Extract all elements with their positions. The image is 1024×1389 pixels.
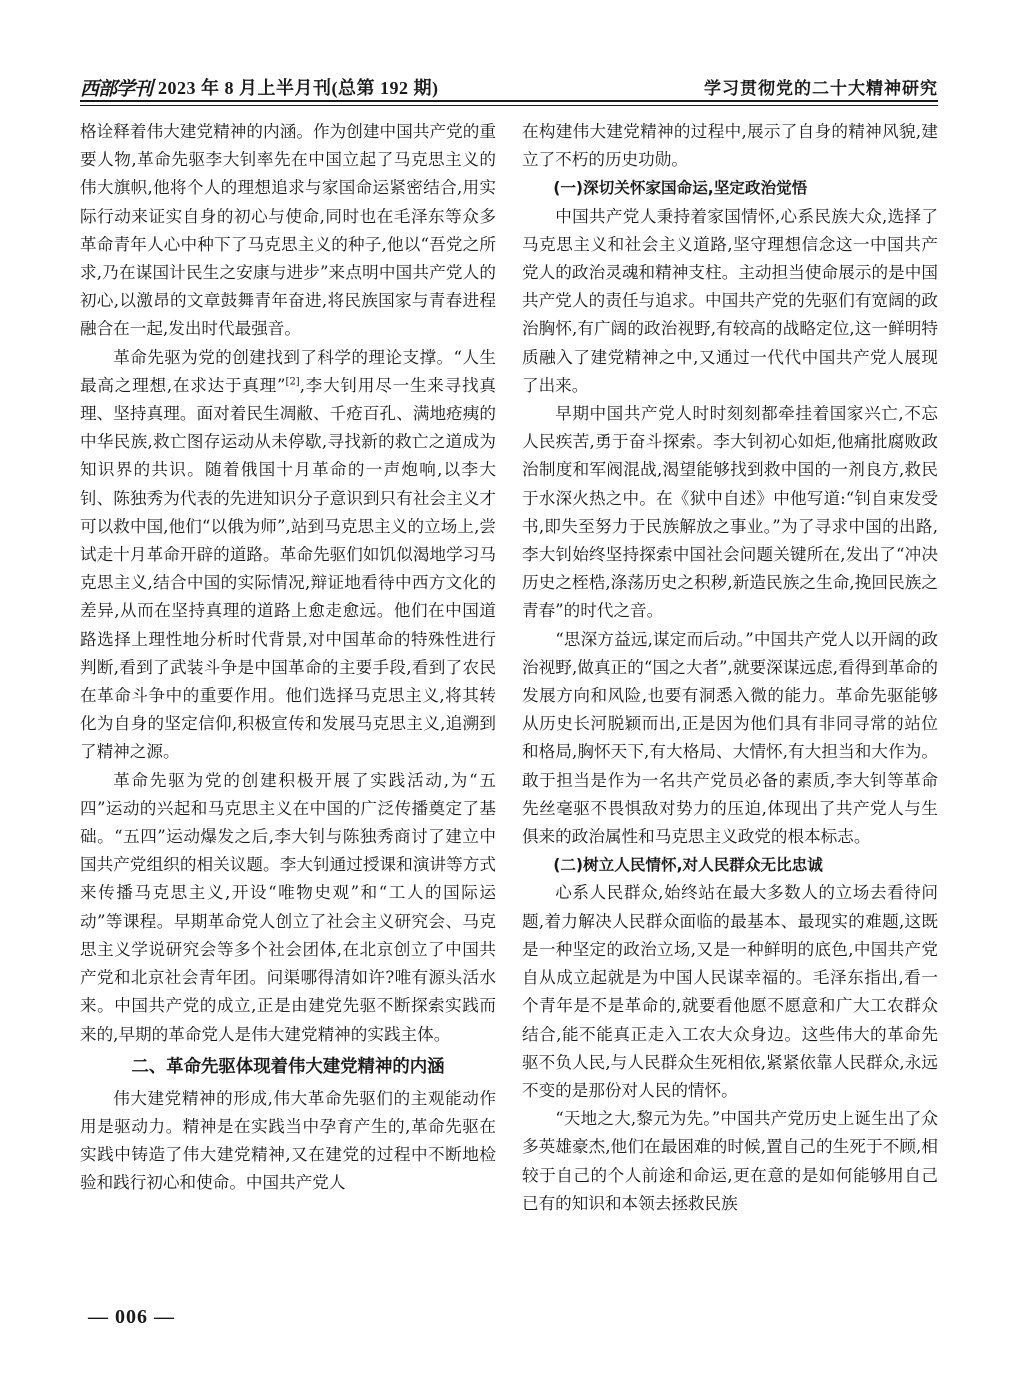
paragraph: 格诠释着伟大建党精神的内涵。作为创建中国共产党的重要人物,革命先驱李大钊率先在中国立起了马克思主义的伟大旗帜,他将个人的理想追求与家国命运紧密结合,用实际行动来证实自身的初心与使命,同时也在毛泽东等众多革命青年人心中种下了马克思主义的种子,他以“吾党之所求,乃在谋国计民生之安康与进步”来点明中国共产党人的初心,以激昂的文章鼓舞青年奋进,将民族国家与青春进程融合在一起,发出时代最强音。 — [80, 122, 496, 339]
paragraph: 在构建伟大建党精神的过程中,展示了自身的精神风貌,建立了不朽的历史功勋。 — [522, 122, 938, 170]
journal-logo: 西部学刊 — [80, 78, 153, 100]
citation-reference: [2] — [285, 376, 300, 388]
paragraph-text: 革命先驱为党的创建找到了科学的理论支撑。“人生最高之理想,在求达于真理” — [80, 347, 496, 395]
right-column — [522, 118, 938, 1218]
subsection-heading: (二)树立人民情怀,对人民群众无比忠诚 — [553, 856, 823, 875]
paragraph: 中国共产党人秉持着家国情怀,心系民族大众,选择了马克思主义和社会主义道路,坚守理想信念这一中国共产党人的政治灵魂和精神支柱。主动担当使命展示的是中国共产党人的责任与追求。中国共产党的先驱们有宽阔的政治胸怀,有广阔的政治视野,有较高的战略定位,这一鲜明特质融入了建党精神之中,又通过一代代中国共产党人展现了出来。 — [522, 206, 938, 395]
section-name: 学习贯彻党的二十大精神研究 — [704, 79, 938, 99]
left-column — [80, 118, 496, 1198]
page-number: — 006 — — [88, 1306, 175, 1328]
paragraph: 革命先驱为党的创建积极开展了实践活动,为“五四”运动的兴起和马克思主义在中国的广泛传播奠定了基础。“五四”运动爆发之后,李大钊与陈独秀商讨了建立中国共产党组织的相关议题。李大钊通过授课和演讲等方式来传播马克思主义,开设“唯物史观”和“工人的国际运动”等课程。早期革命党人创立了社会主义研究会、马克思主义学说研究会等多个社会团体,在北京创立了中国共产党和北京社会青年团。问渠哪得清如许?唯有源头活水来。中国共产党的成立,正是由建党先驱不断探索实践而来的,早期的革命党人是伟大建党精神的实践主体。 — [80, 770, 496, 1044]
paragraph: “天地之大,黎元为先。”中国共产党历史上诞生出了众多英雄豪杰,他们在最困难的时候,置自己的生死于不顾,相较于自己的个人前途和命运,更在意的是如何能够用自己已有的知识和本领去拯救民族 — [522, 1109, 938, 1213]
header-rule-thick — [80, 100, 938, 102]
paragraph — [80, 344, 496, 767]
header-rule-thin — [80, 105, 938, 106]
paragraph: 心系人民群众,始终站在最大多数人的立场去看待问题,着力解决人民群众面临的最基本、最现实的难题,这既是一种坚定的政治立场,又是一种鲜明的底色,中国共产党自从成立起就是为中国人民谋幸福的。毛泽东指出,看一个青年是不是革命的,就要看他愿不愿意和广大工农群众结合,能不能真正走入工农大众身边。这些伟大的革命先驱不负人民,与人民群众生死相依,紧紧依靠人民群众,永远不变的是那份对人民的情怀。 — [522, 883, 938, 1100]
subsection-heading: (一)深切关怀家国命运,坚定政治觉悟 — [553, 179, 808, 198]
paragraph: “思深方益远,谋定而后动。”中国共产党人以开阔的政治视野,做真正的“国之大者”,就要深谋远虑,看得到革命的发展方向和风险,也要有洞悉入微的能力。革命先驱能够从历史长河脱颖而出,正是因为他们具有非同寻常的站位和格局,胸怀天下,有大格局、大情怀,有大担当和大作为。敢于担当是作为一名共产党员必备的素质,李大钊等革命先丝毫驱不畏惧敌对势力的压迫,体现出了共产党人与生俱来的政治属性和马克思主义政党的根本标志。 — [522, 629, 938, 847]
paragraph-text: ,李大钊用尽一生来寻找真理、坚持真理。面对着民生凋敝、千疮百孔、满地疮痍的中华民族,救亡图存运动从未停歇,寻找新的救亡之道成为知识界的共识。随着俄国十月革命的一声炮响,以李大钊、陈独秀为代表的先进知识分子意识到只有社会主义才可以救中国,他们“以俄为师”,站到马克思主义的立场上,尝试走十月革命开辟的道路。革命先驱们如饥似渴地学习马克思主义,结合中国的实际情况,辩证地看待中西方文化的差异,从而在坚持真理的道路上愈走愈远。他们在中国道路选择上理性地分析时代背景,对中国革命的特殊性进行判断,看到了武装斗争是中国革命的主要手段,看到了农民在革命斗争中的重要作用。他们选择马克思主义,将其转化为自身的坚定信仰,积极宣传和发展马克思主义,追溯到了精神之源。 — [80, 375, 496, 762]
issue-info: 2023 年 8 月上半月刊(总第 192 期) — [158, 78, 439, 98]
section-heading: 二、革命先驱体现着伟大建党精神的内涵 — [131, 1056, 445, 1077]
paragraph: 早期中国共产党人时时刻刻都牵挂着国家兴亡,不忘人民疾苦,勇于奋斗探索。李大钊初心如炬,他痛批腐败政治制度和军阀混战,渴望能够找到救中国的一剂良方,救民于水深火热之中。在《狱中自述》中他写道:“钊自束发受书,即失至努力于民族解放之事业。”为了寻求中国的出路,李大钊始终坚持探索中国社会问题关键所在,发出了“冲决历史之桎梏,涤荡历史之积秽,新造民族之生命,挽回民族之青春”的时代之音。 — [522, 404, 938, 621]
paragraph: 伟大建党精神的形成,伟大革命先驱们的主观能动作用是驱动力。精神是在实践当中孕育产生的,革命先驱在实践中铸造了伟大建党精神,又在建党的过程中不断地检验和践行初心和使命。中国共产党人 — [80, 1088, 496, 1193]
running-header — [80, 72, 938, 102]
